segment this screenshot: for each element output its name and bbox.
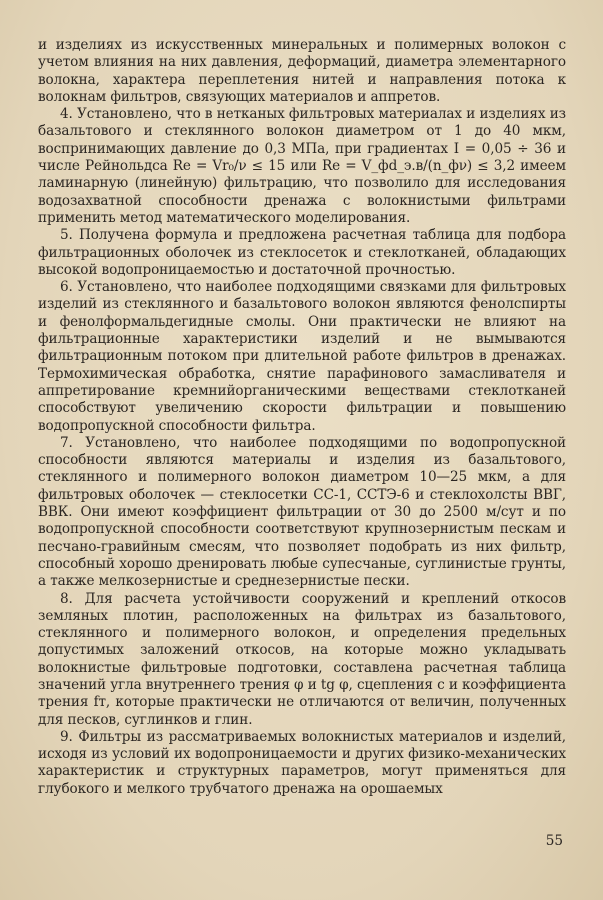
reynolds-formula-2: Re = V_фd_э.в/(n_фν) ≤ 3,2 (321, 158, 516, 175)
paragraph-continuation: и изделиях из искусственных минеральных и полимерных волокон с учетом влияния на них давления, деформаций, диаметра элементарного волокна, характера переплетения нитей и направления потока к волокнам фильтров, связующих материалов и аппретов. (38, 37, 566, 105)
paragraph-4 (38, 106, 566, 227)
page-number: 55 (545, 833, 563, 849)
paragraph-7: 7. Установлено, что наиболее подходящими по водопропускной способности являются материалы и изделия из базальтового, стеклянного и полимерного волокон диаметром 10—25 мкм, а для фильтровых оболочек — стеклосетки СС-1, ССТЭ-6 и стеклохолсты ВВГ, ВВК. Они имеют коэффициент фильтрации от 30 до 2500 м/сут и по водопропускной способности соответствуют крупнозернистым пескам и песчано-гравийным смесям, что позволяет подобрать из них фильтр, способный хорошо дренировать любые супесчаные, суглинистые грунты, а также мелкозернистые и среднезернистые пески. (38, 434, 566, 590)
paragraph-4-part-2: и числе Рейнольдса (38, 140, 567, 175)
paragraph-5: 5. Получена формула и предложена расчетная таблица для подбора фильтрационных оболочек из стеклосеток и стеклотканей, обладающих высокой водопроницаемостью и достаточной прочностью. (38, 227, 566, 278)
gradient-formula: I = 0,05 ÷ 36 (453, 140, 552, 157)
paragraph-9: 9. Фильтры из рассматриваемых волокнистых материалов и изделий, исходя из условий их водопроницаемости и других физико-механических характеристик и структурных параметров, могут применяться для глубокого и мелкого трубчатого дренажа на орошаемых (38, 728, 566, 797)
paragraph-4-part-3: или (285, 158, 322, 175)
paragraph-8: 8. Для расчета устойчивости сооружений и креплений откосов земляных плотин, расположенных на фильтрах из базальтового, стеклянного и полимерного волокон, и определения предельных допустимых заложений откосов, на которые можно укладывать волокнистые фильтровые подготовки, составлена расчетная таблица значений угла внутреннего трения φ и tg φ, сцепления c и коэффициента трения fт, которые практически не отличаются от величин, полученных для песков, суглинков и глин. (38, 590, 566, 728)
page-text (38, 37, 566, 798)
paragraph-4-part-4: имеем ламинарную (линейную) фильтрацию, что позволило для исследования водозахватной способности дренажа с волокнистыми фильтрами применить метод математического моделирования. (38, 158, 566, 226)
paragraph-4-part-1: 4. Установлено, что в нетканых фильтровых материалах и изделиях из базальтового и стеклянного волокон диаметром от 1 до 40 мкм, воспринимающих давление до 0,3 МПа, при градиентах (38, 106, 566, 157)
reynolds-formula-1: Re = Vr₀/ν ≤ 15 (172, 158, 286, 175)
paragraph-6: 6. Установлено, что наиболее подходящими связками для фильтровых изделий из стеклянного и базальтового волокон являются фенолспирты и фенолформальдегидные смолы. Они практически не влияют на фильтрационные характеристики изделий и не вымываются фильтрационным потоком при длительной работе фильтров в дренажах. Термохимическая обработка, снятие парафинового замасливателя и аппретирование кремнийорганическими веществами стеклотканей способствуют увеличению скорости фильтрации и повышению водопропускной способности фильтра. (38, 279, 566, 434)
